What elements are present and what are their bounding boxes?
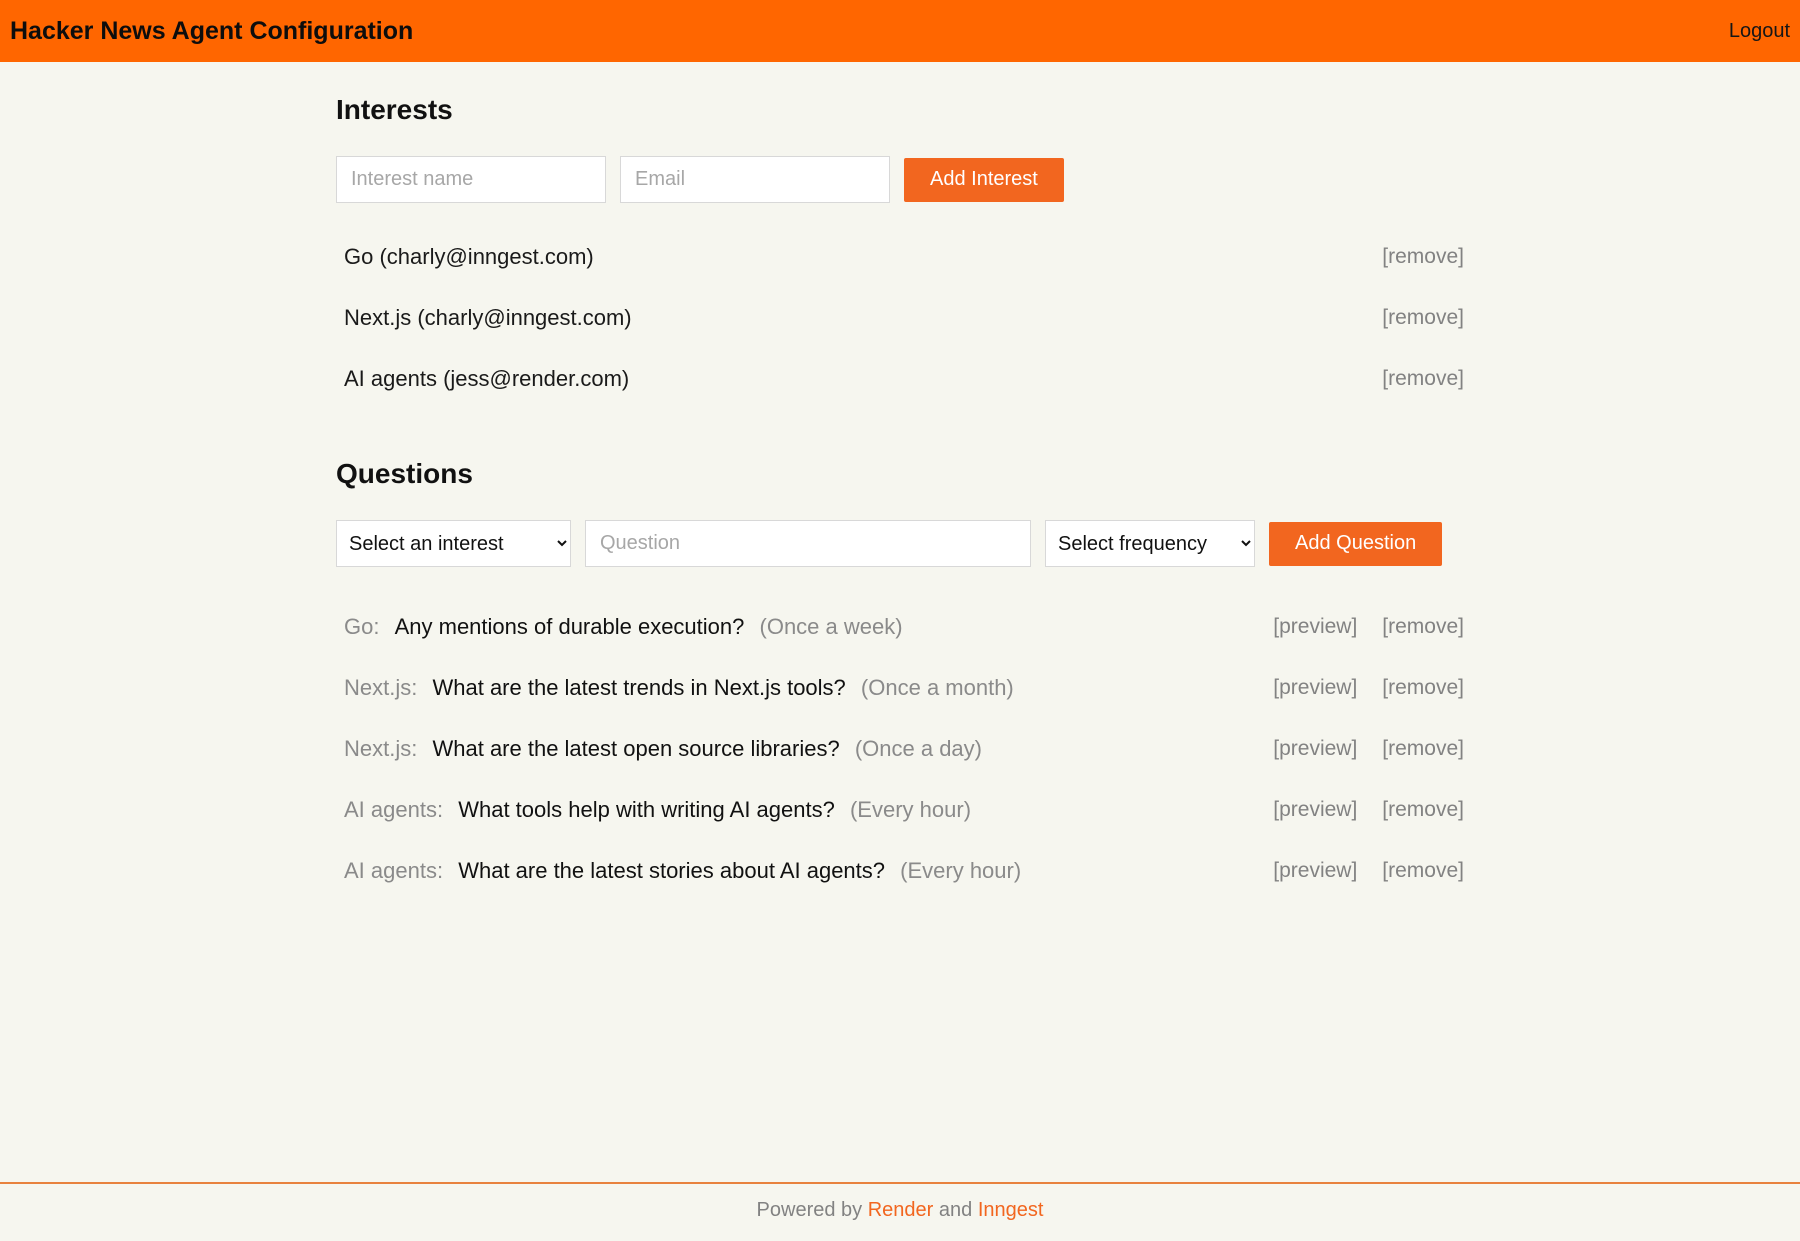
top-bar (0, 0, 1800, 62)
question-frequency: (Once a week) (759, 614, 903, 639)
question-row (336, 672, 1464, 703)
question-text-group (344, 672, 1014, 703)
question-text: What tools help with writing AI agents? (458, 797, 835, 822)
interest-row (336, 241, 1464, 272)
question-row (336, 733, 1464, 764)
main-content (336, 62, 1464, 1182)
add-question-button[interactable]: Add Question (1269, 522, 1442, 566)
question-text-group (344, 794, 971, 825)
question-interest-prefix: Next.js: (344, 675, 418, 700)
interest-email-input[interactable] (620, 156, 890, 203)
remove-question-link[interactable]: [remove] (1382, 737, 1464, 760)
question-text-group (344, 855, 1021, 886)
remove-question-link[interactable]: [remove] (1382, 615, 1464, 638)
question-frequency: (Once a day) (854, 736, 982, 761)
question-row (336, 794, 1464, 825)
question-text: Any mentions of durable execution? (394, 614, 745, 639)
powered-by-text: Powered by (756, 1199, 863, 1221)
inngest-link[interactable]: Inngest (977, 1199, 1044, 1221)
question-row-actions (1273, 855, 1464, 886)
question-interest-prefix: Next.js: (344, 736, 418, 761)
remove-question-link[interactable]: [remove] (1382, 676, 1464, 699)
preview-question-link[interactable]: [preview] (1273, 798, 1358, 821)
frequency-select[interactable] (1045, 520, 1255, 567)
add-interest-form (336, 156, 1464, 203)
question-row-actions (1273, 672, 1464, 703)
preview-question-link[interactable]: [preview] (1273, 615, 1358, 638)
preview-question-link[interactable]: [preview] (1273, 737, 1358, 760)
remove-question-link[interactable]: [remove] (1382, 859, 1464, 882)
question-interest-prefix: AI agents: (344, 858, 444, 883)
question-text: What are the latest open source libraries? (432, 736, 840, 761)
interest-label: AI agents (jess@render.com) (344, 366, 630, 391)
question-row-actions (1273, 794, 1464, 825)
question-frequency: (Every hour) (849, 797, 972, 822)
interest-select[interactable] (336, 520, 571, 567)
and-text: and (938, 1199, 973, 1221)
question-row-actions (1273, 733, 1464, 764)
question-interest-prefix: Go: (344, 614, 380, 639)
page-title: Hacker News Agent Configuration (10, 16, 414, 45)
preview-question-link[interactable]: [preview] (1273, 676, 1358, 699)
interest-label: Go (charly@inngest.com) (344, 244, 594, 269)
add-question-form (336, 520, 1464, 567)
render-link[interactable]: Render (867, 1199, 934, 1221)
preview-question-link[interactable]: [preview] (1273, 859, 1358, 882)
remove-interest-link[interactable]: [remove] (1382, 306, 1464, 329)
interests-heading: Interests (336, 94, 453, 125)
question-row (336, 855, 1464, 886)
page-footer (0, 1182, 1800, 1241)
interest-label: Next.js (charly@inngest.com) (344, 305, 632, 330)
interest-row (336, 363, 1464, 394)
question-text-group (344, 733, 982, 764)
question-row (336, 611, 1464, 642)
questions-heading: Questions (336, 458, 473, 489)
question-frequency: (Every hour) (900, 858, 1022, 883)
remove-question-link[interactable]: [remove] (1382, 798, 1464, 821)
interest-name-input[interactable] (336, 156, 606, 203)
add-interest-button[interactable]: Add Interest (904, 158, 1064, 202)
question-interest-prefix: AI agents: (344, 797, 444, 822)
question-text: What are the latest trends in Next.js tools? (432, 675, 846, 700)
question-text: What are the latest stories about AI agents? (458, 858, 886, 883)
questions-list (336, 611, 1464, 886)
question-input[interactable] (585, 520, 1031, 567)
interest-row (336, 302, 1464, 333)
interests-list (336, 241, 1464, 394)
logout-link[interactable]: Logout (1728, 19, 1790, 42)
question-row-actions (1273, 611, 1464, 642)
remove-interest-link[interactable]: [remove] (1382, 367, 1464, 390)
question-text-group (344, 611, 903, 642)
remove-interest-link[interactable]: [remove] (1382, 245, 1464, 268)
question-frequency: (Once a month) (860, 675, 1014, 700)
